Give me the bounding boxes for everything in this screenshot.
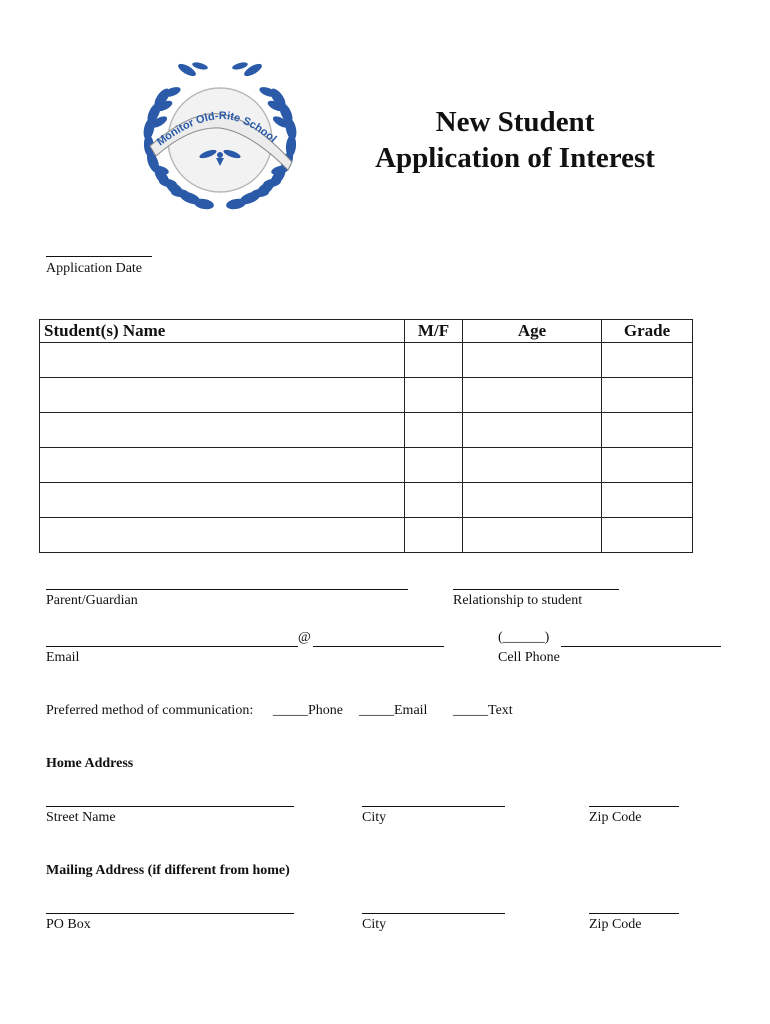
preferred-option-text[interactable]: _____Text (453, 703, 513, 718)
page-title (360, 104, 670, 176)
student-grade-cell[interactable] (602, 483, 693, 518)
relationship-field[interactable] (453, 589, 619, 590)
relationship-label: Relationship to student (453, 593, 583, 608)
header-students-name: Student(s) Name (40, 320, 405, 343)
student-age-cell[interactable] (463, 448, 602, 483)
table-row (40, 378, 693, 413)
email-at-sign: @ (298, 630, 311, 645)
mailing-zip-label: Zip Code (589, 917, 642, 932)
mailing-pobox-field[interactable] (46, 913, 294, 914)
home-zip-field[interactable] (589, 806, 679, 807)
school-logo (132, 58, 308, 216)
parent-guardian-field[interactable] (46, 589, 408, 590)
student-name-cell[interactable] (40, 413, 405, 448)
header-grade: Grade (602, 320, 693, 343)
home-city-label: City (362, 810, 387, 825)
student-mf-cell[interactable] (405, 413, 463, 448)
application-date-field[interactable] (46, 256, 152, 257)
student-grade-cell[interactable] (602, 448, 693, 483)
table-header-row (40, 320, 693, 343)
student-name-cell[interactable] (40, 483, 405, 518)
student-age-cell[interactable] (463, 343, 602, 378)
student-age-cell[interactable] (463, 413, 602, 448)
mailing-address-heading: Mailing Address (if different from home) (46, 863, 290, 878)
student-grade-cell[interactable] (602, 343, 693, 378)
home-street-field[interactable] (46, 806, 294, 807)
student-mf-cell[interactable] (405, 448, 463, 483)
table-row (40, 518, 693, 553)
mailing-pobox-label: PO Box (46, 917, 91, 932)
table-row (40, 448, 693, 483)
students-table (39, 319, 693, 553)
header-mf: M/F (405, 320, 463, 343)
student-mf-cell[interactable] (405, 378, 463, 413)
preferred-communication-label: Preferred method of communication: (46, 703, 254, 718)
mailing-zip-field[interactable] (589, 913, 679, 914)
home-address-heading: Home Address (46, 756, 134, 771)
cell-phone-field[interactable] (561, 646, 721, 647)
student-grade-cell[interactable] (602, 518, 693, 553)
table-row (40, 483, 693, 518)
student-name-cell[interactable] (40, 378, 405, 413)
student-name-cell[interactable] (40, 518, 405, 553)
logo-text: Monitor Old-Rite School (154, 110, 279, 149)
email-label: Email (46, 650, 80, 665)
email-user-field[interactable] (46, 646, 298, 647)
home-zip-label: Zip Code (589, 810, 642, 825)
mailing-city-label: City (362, 917, 387, 932)
student-mf-cell[interactable] (405, 343, 463, 378)
preferred-option-phone[interactable]: _____Phone (273, 703, 343, 718)
student-grade-cell[interactable] (602, 413, 693, 448)
home-city-field[interactable] (362, 806, 505, 807)
student-mf-cell[interactable] (405, 483, 463, 518)
home-street-label: Street Name (46, 810, 116, 825)
table-row (40, 413, 693, 448)
table-row (40, 343, 693, 378)
title-line-2: Application of Interest (375, 142, 655, 174)
student-age-cell[interactable] (463, 378, 602, 413)
mailing-city-field[interactable] (362, 913, 505, 914)
parent-guardian-label: Parent/Guardian (46, 593, 138, 608)
preferred-option-email[interactable]: _____Email (359, 703, 428, 718)
header-age: Age (463, 320, 602, 343)
student-grade-cell[interactable] (602, 378, 693, 413)
laurel-wreath-icon (132, 58, 308, 216)
student-name-cell[interactable] (40, 343, 405, 378)
title-line-1: New Student (435, 106, 595, 138)
student-age-cell[interactable] (463, 483, 602, 518)
student-mf-cell[interactable] (405, 518, 463, 553)
application-date-label: Application Date (46, 261, 143, 276)
student-age-cell[interactable] (463, 518, 602, 553)
email-domain-field[interactable] (313, 646, 444, 647)
student-name-cell[interactable] (40, 448, 405, 483)
cell-phone-label: Cell Phone (498, 650, 560, 665)
cell-area-code[interactable]: (______) (498, 630, 550, 645)
